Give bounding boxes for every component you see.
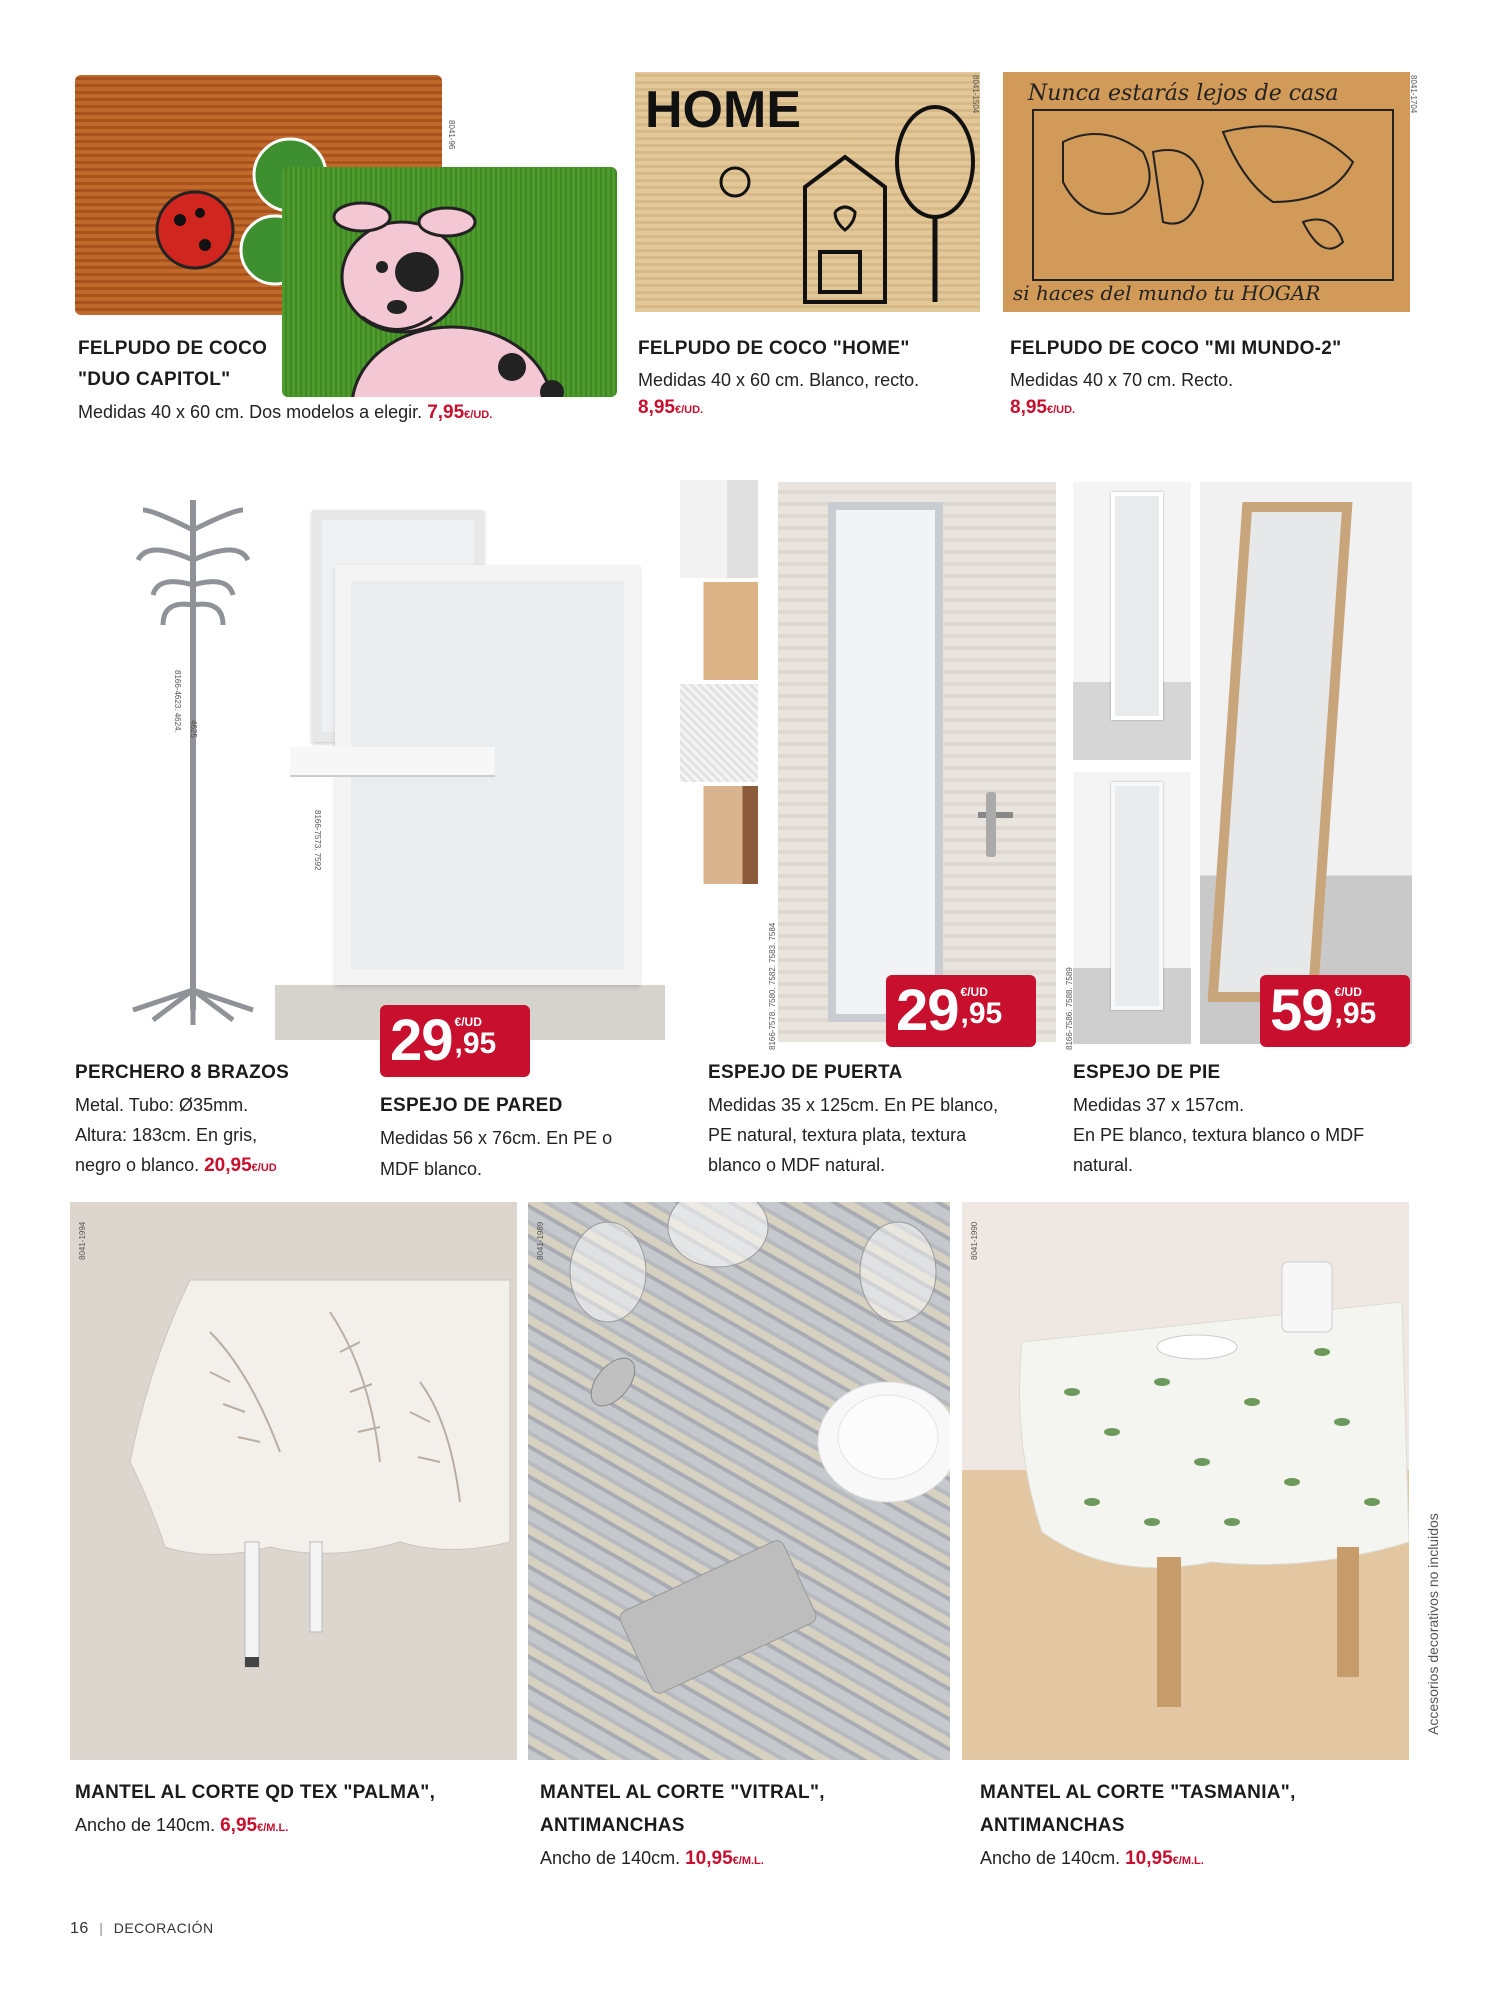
espejo-puerta-price-int: 29: [896, 978, 959, 1043]
floor-mirror-white-frame-2: [1111, 782, 1163, 1010]
espejo-puerta-desc-line1: Medidas 35 x 125cm. En PE blanco,: [708, 1095, 999, 1115]
perchero-code-1: 8166-4623. 4624.: [173, 670, 182, 733]
perchero-price: [204, 1155, 277, 1176]
felpudo-duo-desc-text: Medidas 40 x 60 cm. Dos modelos a elegir.: [78, 402, 423, 422]
swatch-mdf: [680, 786, 758, 884]
felpudo-mundo-price-value: 8,95: [1010, 397, 1047, 418]
espejo-pie-price-int: 59: [1270, 978, 1333, 1043]
perchero-price-unit: €/UD: [251, 1162, 277, 1174]
mantel-vitral-desc: Ancho de 140cm.: [540, 1848, 681, 1868]
mantel-tasmania-title-line1: MANTEL AL CORTE "TASMANIA",: [980, 1782, 1296, 1803]
espejo-pie-desc-line2: En PE blanco, textura blanco o MDF: [1073, 1125, 1365, 1145]
espejo-pared-desc-line1: Medidas 56 x 76cm. En PE o: [380, 1128, 613, 1148]
mantel-palma-price-value: 6,95: [220, 1815, 258, 1836]
felpudo-mundo-title: FELPUDO DE COCO "MI MUNDO-2": [1010, 338, 1342, 359]
mantel-vitral-title-line1: MANTEL AL CORTE "VITRAL",: [540, 1782, 825, 1803]
espejo-pared-desc-line2: MDF blanco.: [380, 1159, 483, 1179]
espejo-puerta-price-dec: ,95: [960, 997, 1003, 1030]
page-footer: [70, 1920, 214, 1938]
espejo-pared-title: ESPEJO DE PARED: [380, 1095, 563, 1116]
mantel-palma-title: MANTEL AL CORTE QD TEX "PALMA",: [75, 1782, 436, 1803]
felpudo-duo-code: 8041-96: [447, 120, 456, 150]
perchero-price-value: 20,95: [204, 1155, 252, 1176]
side-note: Accesorios decorativos no incluidos: [1425, 1513, 1441, 1735]
mantel-palma-price-unit: €/M.L.: [257, 1822, 289, 1834]
swatch-natural: [680, 582, 758, 680]
mantel-palma-code: 8041-1994: [78, 1221, 87, 1260]
felpudo-home-price-unit: €/UD.: [674, 404, 704, 416]
perchero-desc-line2: Altura: 183cm. En gris,: [75, 1125, 258, 1145]
felpudo-home-title: FELPUDO DE COCO "HOME": [638, 338, 910, 359]
espejo-puerta-desc-line3: blanco o MDF natural.: [708, 1155, 886, 1175]
espejo-puerta-code: 8166-7578. 7580. 7582. 7583. 7584: [768, 922, 777, 1050]
perchero-desc-line3-wrap: [75, 1150, 277, 1183]
felpudo-duo-title-line1: FELPUDO DE COCO: [78, 338, 268, 359]
perchero-title: PERCHERO 8 BRAZOS: [75, 1062, 290, 1083]
vitral-table-setting-illustration: [528, 1202, 950, 1760]
espejo-pie-image-white-2: [1073, 772, 1191, 1044]
felpudo-home-price: [638, 397, 703, 419]
mat-mundo-top-text: Nunca estarás lejos de casa: [1028, 81, 1339, 106]
mantel-tasmania-desc: Ancho de 140cm.: [980, 1848, 1121, 1868]
swatch-white: [680, 480, 758, 578]
espejo-pie-code: 8166-7586. 7588. 7589: [1065, 967, 1074, 1050]
home-house-illustration: [635, 72, 980, 312]
perchero-image: [108, 490, 278, 1030]
felpudo-home-price-value: 8,95: [638, 397, 675, 418]
mat-home-text: HOME: [645, 81, 801, 139]
espejo-pared-price-unit: €/UD: [454, 1015, 482, 1029]
perchero-desc-line1: Metal. Tubo: Ø35mm.: [75, 1095, 249, 1115]
felpudo-home-code: 8041-1504: [971, 75, 980, 114]
espejo-pared-price-int: 29: [390, 1008, 453, 1073]
felpudo-mundo-price-unit: €/UD.: [1046, 404, 1076, 416]
espejo-puerta-desc-line2: PE natural, textura plata, textura: [708, 1125, 967, 1145]
perchero-code-2: 4625: [189, 720, 198, 738]
felpudo-mundo-price: [1010, 397, 1075, 419]
mantel-vitral-desc-wrap: [540, 1843, 764, 1876]
mantel-palma-desc: Ancho de 140cm.: [75, 1815, 216, 1835]
felpudo-mundo-image: [1003, 72, 1410, 312]
tasmania-table-illustration: [962, 1202, 1409, 1760]
door-mirror: [828, 502, 943, 1022]
felpudo-duo-price-value: 7,95: [427, 402, 465, 423]
espejo-puerta-price-side: [961, 975, 1003, 1029]
mantel-tasmania-title-line2: ANTIMANCHAS: [980, 1815, 1125, 1836]
mantel-palma-desc-wrap: [75, 1810, 288, 1843]
espejo-puerta-title: ESPEJO DE PUERTA: [708, 1062, 903, 1083]
palma-table-illustration: [70, 1202, 517, 1760]
mantel-vitral-image: [528, 1202, 950, 1760]
espejo-pie-price-side: [1335, 975, 1377, 1029]
felpudo-duo-desc: [78, 397, 492, 430]
floor-mirror-natural-frame: [1208, 502, 1353, 1002]
mantel-tasmania-desc-wrap: [980, 1843, 1204, 1876]
mantel-tasmania-price-unit: €/M.L.: [1172, 1855, 1204, 1867]
espejo-pared-code: 8166-7573. 7592: [313, 810, 322, 871]
felpudo-duo-price: [427, 402, 492, 423]
felpudo-duo-title-line2: "DUO CAPITOL": [78, 369, 231, 390]
perchero-desc-line3: negro o blanco.: [75, 1155, 200, 1175]
espejo-pared-image: [275, 505, 667, 1040]
espejo-pared-price-side: [455, 1005, 497, 1059]
espejo-puerta-price-tag: [886, 975, 1036, 1047]
espejo-puerta-image: [778, 482, 1056, 1042]
espejo-pie-price-dec: ,95: [1334, 997, 1377, 1030]
mantel-vitral-title-line2: ANTIMANCHAS: [540, 1815, 685, 1836]
mantel-vitral-price-value: 10,95: [685, 1848, 733, 1869]
mantel-tasmania-image: [962, 1202, 1409, 1760]
door-lock: [986, 792, 996, 857]
mat-mundo-bottom-text: si haces del mundo tu HOGAR: [1013, 281, 1321, 305]
felpudo-mundo-code: 8041-1704: [1409, 75, 1418, 114]
espejo-pared-price-tag: [380, 1005, 530, 1077]
mantel-palma-image: [70, 1202, 517, 1760]
footer-divider: |: [99, 1920, 104, 1936]
mantel-tasmania-code: 8041-1990: [970, 1221, 979, 1260]
espejo-pie-desc-line1: Medidas 37 x 157cm.: [1073, 1095, 1245, 1115]
mantel-tasmania-price-value: 10,95: [1125, 1848, 1173, 1869]
espejo-pie-price-tag: [1260, 975, 1410, 1047]
espejo-pie-image-natural: [1200, 482, 1412, 1044]
mantel-vitral-price-unit: €/M.L.: [732, 1855, 764, 1867]
floor-mirror-white-frame-1: [1111, 492, 1163, 720]
felpudo-home-image: [635, 72, 980, 312]
espejo-pie-image-white-1: [1073, 482, 1191, 760]
espejo-pie-desc-line3: natural.: [1073, 1155, 1134, 1175]
shelf: [290, 747, 495, 777]
felpudo-duo-image-front: [282, 167, 617, 397]
felpudo-mundo-desc: Medidas 40 x 70 cm. Recto.: [1010, 370, 1234, 390]
dog-illustration: [282, 167, 617, 397]
espejo-puerta-price-unit: €/UD: [960, 985, 988, 999]
espejo-pie-title: ESPEJO DE PIE: [1073, 1062, 1221, 1083]
world-map-illustration: [1003, 72, 1410, 312]
mantel-tasmania-price: [1125, 1848, 1204, 1869]
espejo-pie-price-unit: €/UD: [1334, 985, 1362, 999]
mantel-vitral-price: [685, 1848, 764, 1869]
page-number: 16: [70, 1920, 89, 1937]
section-name: DECORACIÓN: [113, 1920, 214, 1936]
felpudo-home-desc: Medidas 40 x 60 cm. Blanco, recto.: [638, 370, 920, 390]
swatch-texture: [680, 684, 758, 782]
mantel-palma-price: [220, 1815, 288, 1836]
espejo-pared-price-dec: ,95: [454, 1027, 497, 1060]
mantel-vitral-code: 8041-1989: [536, 1221, 545, 1260]
felpudo-duo-price-unit: €/UD.: [464, 409, 493, 421]
